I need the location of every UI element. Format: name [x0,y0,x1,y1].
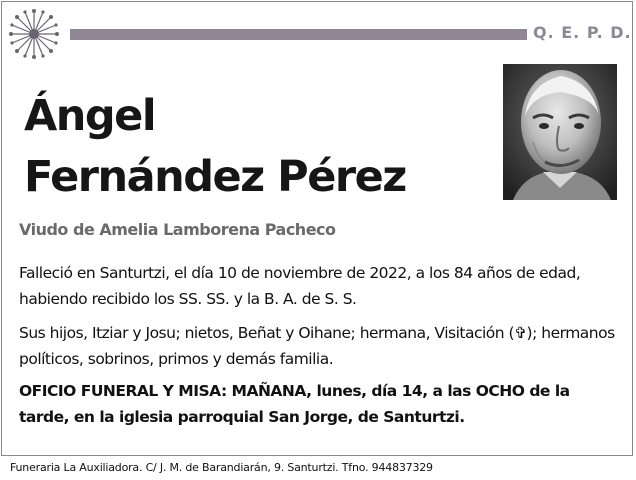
portrait-photo [503,64,617,200]
death-notice-text: Falleció en Santurtzi, el día 10 de noviembre de 2022, a los 84 años de edad, habiendo recibido los SS. SS. y la B. A. de S. S. [19,264,581,308]
deceased-surnames: Fernández Pérez [24,152,406,202]
qepd-label: Q. E. P. D. [533,23,632,42]
header-bar [70,29,527,40]
deceased-first-name: Ángel [24,91,156,141]
funeral-home-footer: Funeraria La Auxiliadora. C/ J. M. de Barandiarán, 9. Santurtzi. Tfno. 944837329 [10,461,433,474]
obituary-card [1,1,633,456]
dandelion-flower-icon [8,8,60,60]
family-text: Sus hijos, Itziar y Josu; nietos, Beñat y Oihane; hermana, Visitación (✞); hermanos políticos, sobrinos, primos y demás familia. [19,324,615,368]
funeral-service-text: OFICIO FUNERAL Y MISA: MAÑANA, lunes, día 14, a las OCHO de la tarde, en la iglesia parroquial San Jorge, de Santurtzi. [19,382,570,426]
widower-line: Viudo de Amelia Lamborena Pacheco [19,220,336,239]
